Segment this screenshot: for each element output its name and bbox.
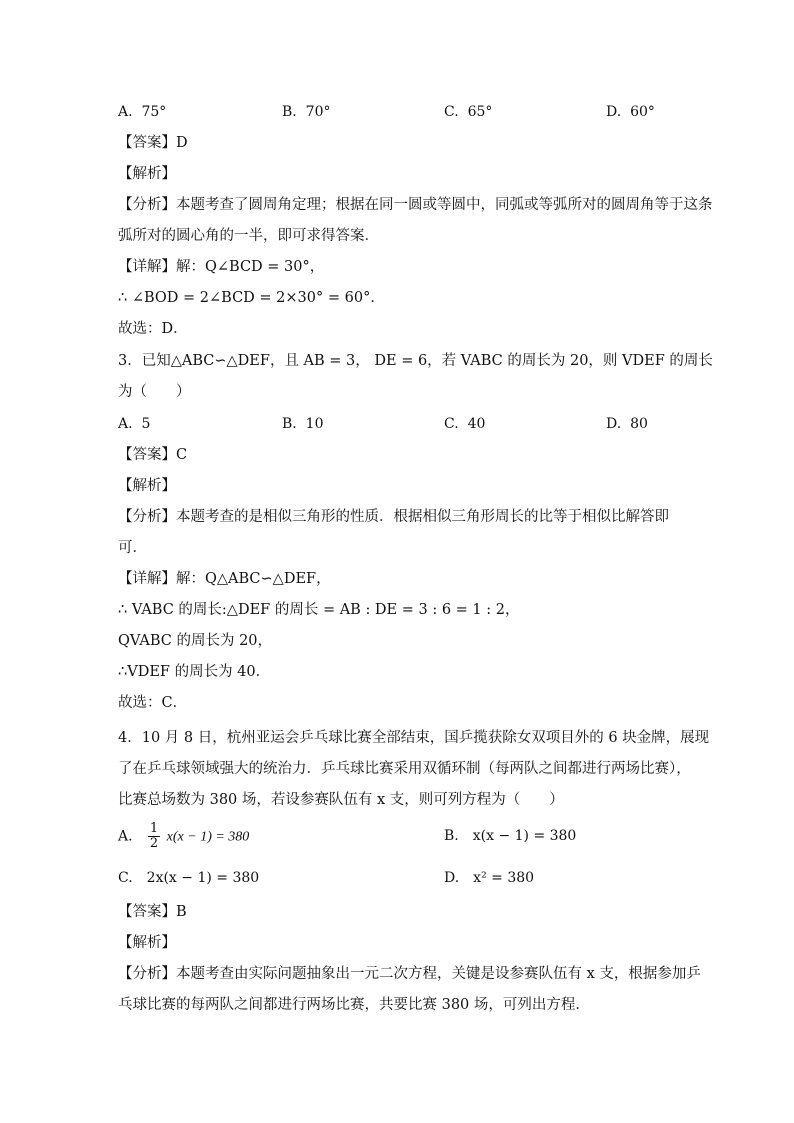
- q3-option-b-value: 10: [305, 416, 324, 432]
- q2-jiexi: 【解析】: [118, 166, 176, 182]
- q2-option-b: [282, 102, 330, 122]
- q2-option-c-label: C.: [444, 104, 459, 120]
- q4-option-a: [118, 822, 249, 851]
- q2-option-a-value: 75°: [141, 104, 167, 120]
- q3-choose: 故选：C．: [118, 695, 188, 711]
- q4-option-d: D. x² = 380: [444, 870, 535, 886]
- q3-step-3: ∴VDEF 的周长为 40．: [118, 664, 271, 680]
- q2-option-c: [444, 102, 492, 122]
- q2-option-d-value: 60°: [630, 104, 655, 120]
- q4-analysis-line2: 乓球比赛的每两队之间都进行两场比赛，共要比赛 380 场，可列出方程．: [118, 997, 590, 1013]
- q4-option-a-expr: x(x − 1) = 380: [166, 829, 250, 845]
- q4-option-a-label: A.: [118, 828, 133, 845]
- q4-stem-line2: 了在乒乓球领域强大的统治力．乒乓球比赛采用双循环制（每两队之间都进行两场比赛），: [118, 761, 691, 777]
- q3-answer: 【答案】C: [118, 447, 188, 463]
- q3-option-c-value: 40: [467, 416, 486, 432]
- q3-step-2: QVABC 的周长为 20，: [118, 633, 273, 649]
- q4-answer: 【答案】B: [118, 904, 187, 920]
- q3-option-d-label: D.: [606, 416, 622, 432]
- q3-option-d-value: 80: [630, 416, 648, 432]
- q3-stem-line1: 3．已知△ABC∽△DEF，且 AB = 3， DE = 6，若 VABC 的周长为 20，则 VDEF 的周长: [118, 353, 713, 369]
- q4-option-a-fraction: [148, 822, 160, 851]
- q4-option-a-frac-num: 1: [149, 821, 159, 836]
- q2-step: ∴ ∠BOD = 2∠BCD = 2×30° = 60°．: [118, 290, 385, 306]
- q2-option-a: [118, 102, 166, 122]
- q2-option-d-label: D.: [606, 104, 622, 120]
- q3-stem-line2: 为（ ）: [118, 384, 191, 400]
- q3-detail: 【详解】解：Q△ABC∽△DEF，: [118, 571, 331, 587]
- q3-step-1: ∴ VABC 的周长:△DEF 的周长 = AB : DE = 3 : 6 = 1 : 2，: [118, 602, 520, 618]
- q2-analysis-line2: 弧所对的圆心角的一半，即可求得答案．: [118, 228, 379, 244]
- q2-option-a-label: A.: [118, 104, 133, 120]
- q3-option-a-label: A.: [118, 416, 133, 432]
- q4-option-c: C. 2x(x − 1) = 380: [118, 870, 260, 886]
- q4-option-a-frac-den: 2: [149, 836, 159, 851]
- q3-option-d: [606, 414, 648, 434]
- q4-jiexi: 【解析】: [118, 935, 176, 951]
- q3-option-b: [282, 414, 323, 434]
- q3-option-a: [118, 414, 150, 434]
- q2-answer: 【答案】D: [118, 135, 188, 151]
- q2-option-c-value: 65°: [467, 104, 493, 120]
- q3-jiexi: 【解析】: [118, 478, 176, 494]
- q4-option-b: B. x(x − 1) = 380: [444, 828, 577, 844]
- q4-stem-line1: 4．10 月 8 日，杭州亚运会乒乓球比赛全部结束，国乒揽获除女双项目外的 6 块金牌，展现: [118, 730, 710, 746]
- q4-analysis-line1: 【分析】本题考查由实际问题抽象出一元二次方程，关键是设参赛队伍有 x 支，根据参加乒: [118, 966, 701, 982]
- q4-stem-line3: 比赛总场数为 380 场，若设参赛队伍有 x 支，则可列方程为（ ）: [118, 792, 564, 808]
- q3-option-c: [444, 414, 485, 434]
- q2-option-d: [606, 102, 655, 122]
- q2-option-b-value: 70°: [305, 104, 331, 120]
- q2-detail: 【详解】解：Q∠BCD = 30°，: [118, 259, 325, 275]
- q3-option-b-label: B.: [282, 416, 297, 432]
- q3-option-c-label: C.: [444, 416, 459, 432]
- q2-choose: 故选：D．: [118, 321, 188, 337]
- q3-option-a-value: 5: [141, 416, 151, 432]
- q2-analysis-line1: 【分析】本题考查了圆周角定理；根据在同一圆或等圆中，同弧或等弧所对的圆周角等于这条: [118, 197, 713, 213]
- q3-analysis-line1: 【分析】本题考查的是相似三角形的性质．根据相似三角形周长的比等于相似比解答即: [118, 509, 669, 525]
- q2-option-b-label: B.: [282, 104, 297, 120]
- q3-analysis-line2: 可．: [118, 540, 147, 556]
